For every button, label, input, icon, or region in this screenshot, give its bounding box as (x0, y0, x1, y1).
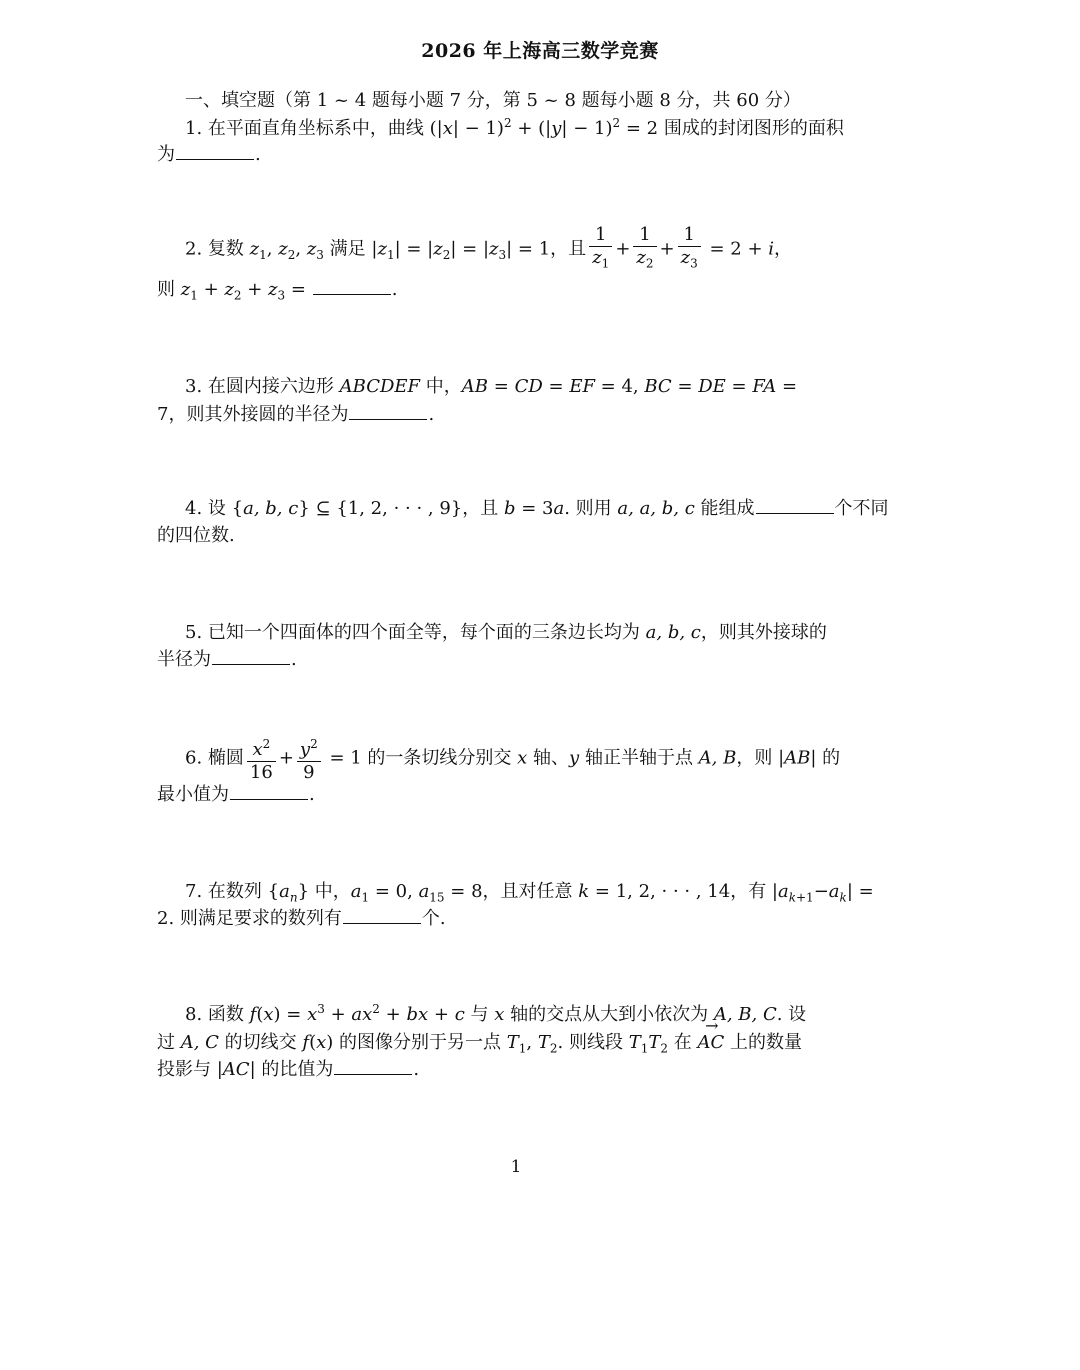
answer-blank[interactable] (230, 781, 308, 800)
question-number: 5. (185, 622, 203, 643)
answer-blank[interactable] (176, 141, 254, 160)
question-3-line-1: 3. 在圆内接六边形 ABCDEF 中，AB = CD = EF = 4, BC = DE = FA = (185, 376, 798, 397)
question-8-line-3: 投影与 |AC| 的比值为 . (157, 1055, 419, 1081)
page-title: 2026 年上海高三数学竞赛 (421, 40, 659, 62)
question-number: 7. (185, 881, 203, 902)
question-4-line-2: 的四位数. (157, 525, 235, 546)
answer-blank[interactable] (756, 495, 834, 514)
question-number: 8. (185, 1004, 203, 1025)
question-number: 3. (185, 376, 203, 397)
question-3-line-2: 7，则其外接圆的半径为 . (157, 400, 434, 426)
question-4-line-1: 4. 设 {a, b, c} ⊆ {1, 2, · · · , 9}，且 b = 3a. 则用 a, a, b, c 能组成 个不同 (185, 494, 889, 520)
question-5-line-2: 半径为 . (157, 645, 297, 671)
page-number: 1 (510, 1157, 522, 1177)
question-1-line-1: 1. 在平面直角坐标系中，曲线 $(|x| - 1)^2 + (|y| - 1)^2 = 2$ 围成的封闭图形的面积 (185, 116, 844, 139)
answer-blank[interactable] (349, 401, 427, 420)
vector-ac: → AC (697, 1032, 724, 1053)
question-8-line-1: 8. 函数 $f(x) = x^3 + ax^2$ + bx + c 与 x 轴的交点从大到小依次为 A, B, C. 设 (185, 1002, 807, 1025)
question-8-line-2: 过 A, C 的切线交 f(x) 的图像分别于另一点 $T_1$, $T_2$. 则线段 $T_1T_2$ 在 → AC 上的数量 (157, 1028, 802, 1056)
question-number: 6. (185, 747, 203, 769)
answer-blank[interactable] (343, 905, 421, 924)
question-6-line-2: 最小值为 . (157, 780, 315, 806)
answer-blank[interactable] (313, 276, 391, 295)
question-7-line-2: 2. 则满足要求的数列有 个. (157, 904, 446, 930)
question-number: 1. (185, 118, 203, 139)
question-2-line-1: 2. 复数 $z_1$, $z_2$, $z_3$ 满足 $|z_1| = |z_2| = |z_3| = 1$，且 $\frac{1}{z_1}$ + $\frac{1}{z_2}$ + $\frac{1}{z_3}$ = 2 + i， (185, 224, 793, 271)
question-2-line-2: 则 $z_1 + z_2 + z_3$ = . (157, 275, 397, 303)
question-5-line-1: 5. 已知一个四面体的四个面全等，每个面的三条边长均为 a, b, c，则其外接球的 (185, 622, 827, 643)
question-1-line-2: 为 . (157, 140, 261, 166)
question-number: 4. (185, 498, 203, 519)
question-6-line-1: 6. 椭圆 $\frac{x^2}{16}$ + $\frac{y^2}{9}$ = 1 的一条切线分别交 x 轴、y 轴正半轴于点 A, B，则 |AB| 的 (185, 733, 840, 784)
section-header: 一、填空题（第 1 ~ 4 题每小题 7 分，第 5 ~ 8 题每小题 8 分，共 60 分） (185, 90, 801, 111)
question-7-line-1: 7. 在数列 $\{a_n\}$ 中，$a_1 = 0$, $a_{15} = 8$，且对任意 k = 1, 2, · · · , 14，有 $|a_{k+1}-a_k|$ = (185, 881, 874, 905)
answer-blank[interactable] (212, 646, 290, 665)
question-number: 2. (185, 238, 203, 260)
answer-blank[interactable] (334, 1056, 412, 1075)
